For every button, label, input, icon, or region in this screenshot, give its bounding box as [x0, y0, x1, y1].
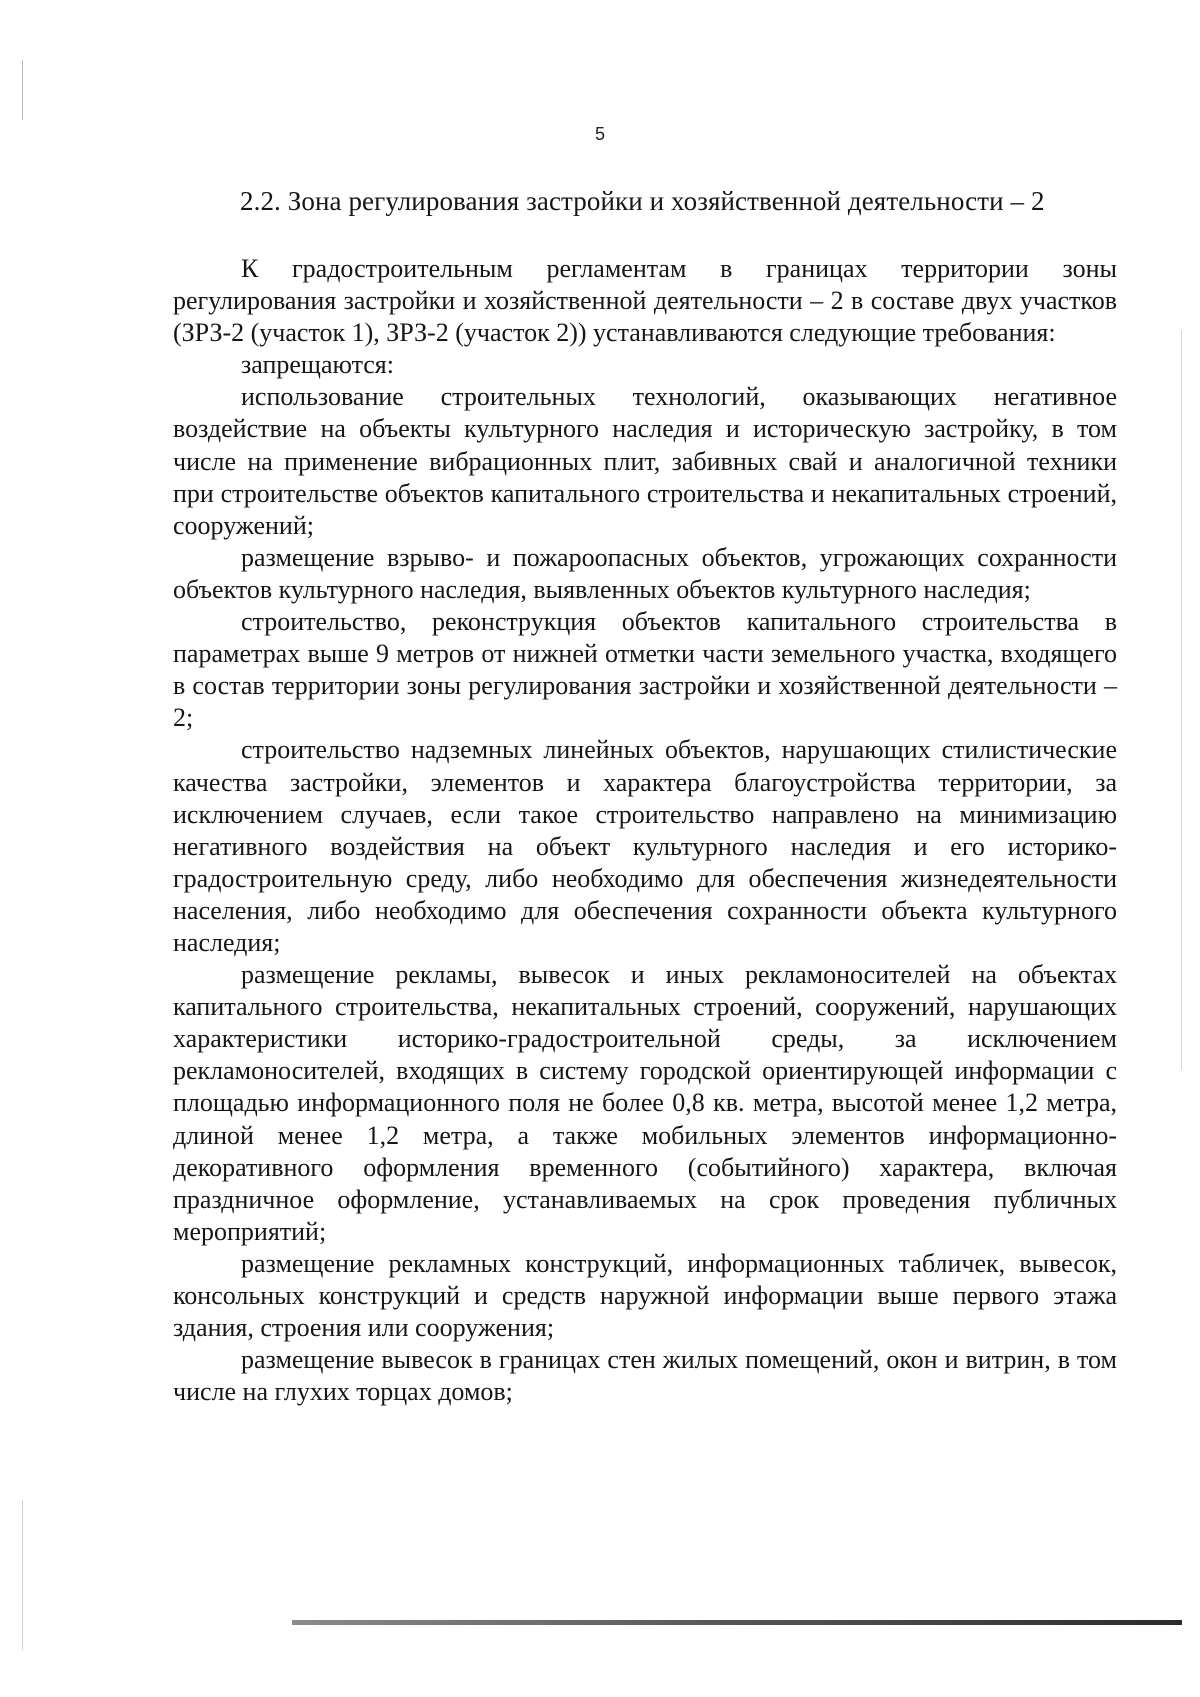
paragraph-linear-objects: строительство надземных линейных объектов, нарушающих стилистические качества застройки, элементов и характера благоустройства территории, за исключением случаев, если такое строительство направлено на минимизацию негативного воздействия на объект культурного наследия и его историко-градостроительную среду, либо необходимо для обеспечения жизнедеятельности населения, либо необходимо для обеспечения сохранности объекта культурного наследия; [173, 735, 1117, 957]
paragraph-prohibited-label: запрещаются: [241, 350, 394, 380]
footer-rule [292, 1620, 1182, 1625]
paragraph-construction-technologies: использование строительных технологий, оказывающих негативное воздействие на объекты культурного наследия и историческую застройку, в том числе на применение вибрационных плит, забивных свай и аналогичной техники при строительстве объектов капитального строительства и некапитальных строений, сооружений; [173, 382, 1117, 540]
page-number: 5 [594, 124, 605, 144]
scan-edge-mark [22, 60, 23, 120]
paragraph-hazardous-objects: размещение взрыво- и пожароопасных объектов, угрожающих сохранности объектов культурного наследия, выявленных объектов культурного наследия; [173, 542, 1117, 604]
paragraph-signs-residential: размещение вывесок в границах стен жилых помещений, окон и витрин, в том числе на глухих торцах домов; [173, 1345, 1117, 1407]
section-heading: 2.2. Зона регулирования застройки и хозяйственной деятельности – 2 [240, 186, 1045, 216]
scan-edge-mark [1181, 330, 1182, 1070]
paragraph-intro: К градостроительным регламентам в границах территории зоны регулирования застройки и хозяйственной деятельности – 2 в составе двух участков (ЗРЗ-2 (участок 1), ЗРЗ-2 (участок 2)) устанавливаются следующие требования: [173, 254, 1117, 348]
document-body [173, 253, 1117, 1408]
scan-edge-mark [22, 1500, 23, 1650]
paragraph-height-limit: строительство, реконструкция объектов капитального строительства в параметрах выше 9 метров от нижней отметки части земельного участка, входящего в состав территории зоны регулирования застройки и хозяйственной деятельности – 2; [173, 607, 1117, 733]
paragraph-signs-above-first-floor: размещение рекламных конструкций, информационных табличек, вывесок, консольных конструкций и средств наружной информации выше первого этажа здания, строения или сооружения; [173, 1248, 1117, 1343]
paragraph-advertising: размещение рекламы, вывесок и иных рекламоносителей на объектах капитального строительства, некапитальных строений, сооружений, нарушающих характеристики историко-градостроительной среды, за исключением рекламоносителей, входящих в систему городской ориентирующей информации с площадью информационного поля не более 0,8 кв. метра, высотой менее 1,2 метра, длиной менее 1,2 метра, а также мобильных элементов информационно-декоративного оформления временного (событийного) характера, включая праздничное оформление, устанавливаемых на срок проведения публичных мероприятий; [173, 960, 1117, 1246]
